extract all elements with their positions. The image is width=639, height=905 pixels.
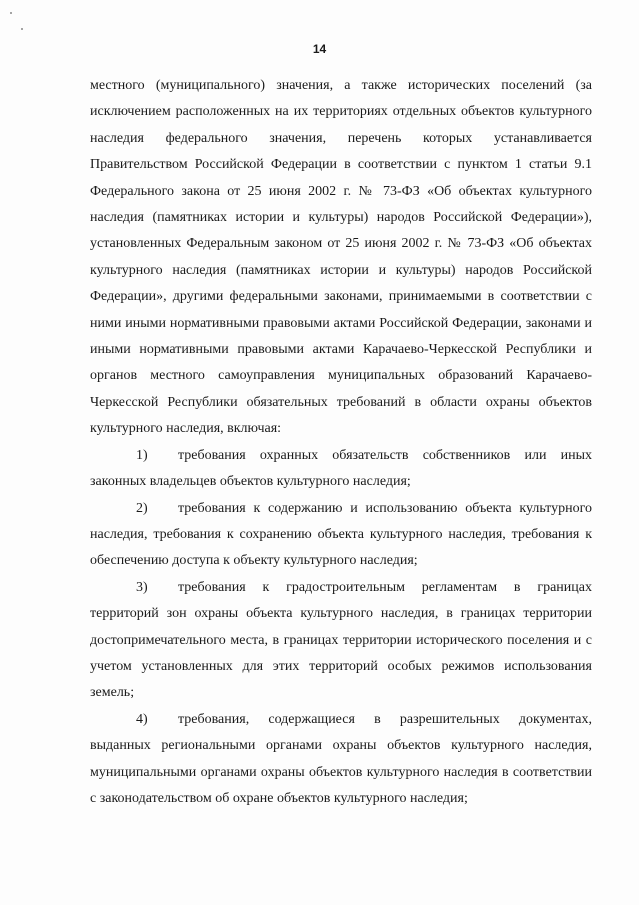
page-number: 14 (312, 42, 327, 56)
list-item-text: требования к содержанию и использованию объекта культурного наследия, требования к сохранению объекта культурного наследия, требования к обеспечению доступа к объекту культурного наследия; (90, 500, 592, 569)
list-item-number: 4) (136, 711, 148, 727)
list-item-number: 1) (136, 447, 148, 463)
scan-speck (10, 12, 12, 14)
list-item-text: требования охранных обязательств собственников или иных законных владельцев объектов культурного наследия; (90, 447, 592, 490)
list-item (90, 443, 592, 496)
list-item-number: 3) (136, 579, 148, 595)
list-item (90, 496, 592, 575)
list-item-text: требования к градостроительным регламентам в границах территорий зон охраны объекта культурного наследия, в границах территории достопримечательного места, в границах территории исторического поселения и с учетом установленных для этих территорий особых режимов использования земель; (90, 579, 592, 701)
intro-paragraph: местного (муниципального) значения, а также исторических поселений (за исключением расположенных на их территориях отдельных объектов культурного наследия федерального значения, перечень которых устанавливается Правительством Российской Федерации в соответствии с пунктом 1 статьи 9.1 Федерального закона от 25 июня 2002 г. № 73-ФЗ «Об объектах культурного наследия (памятниках истории и культуры) народов Российской Федерации»), установленных Федеральным законом от 25 июня 2002 г. № 73-ФЗ «Об объектах культурного наследия (памятниках истории и культуры) народов Российской Федерации», другими федеральными законами, принимаемыми в соответствии с ними иными нормативными правовыми актами Российской Федерации, законами и иными нормативными правовыми актами Карачаево-Черкесской Республики и органов местного самоуправления муниципальных образований Карачаево-Черкесской Республики обязательных требований в области охраны объектов культурного наследия, включая: (90, 78, 592, 437)
scan-speck (21, 28, 23, 30)
list-item (90, 707, 592, 813)
document-body (90, 73, 592, 812)
list-item-text: требования, содержащиеся в разрешительных документах, выданных региональными органами охраны объектов культурного наследия, муниципальными органами охраны объектов культурного наследия в соответствии с законодательством об охране объектов культурного наследия; (90, 711, 592, 806)
list-item (90, 575, 592, 707)
list-item-number: 2) (136, 500, 148, 516)
